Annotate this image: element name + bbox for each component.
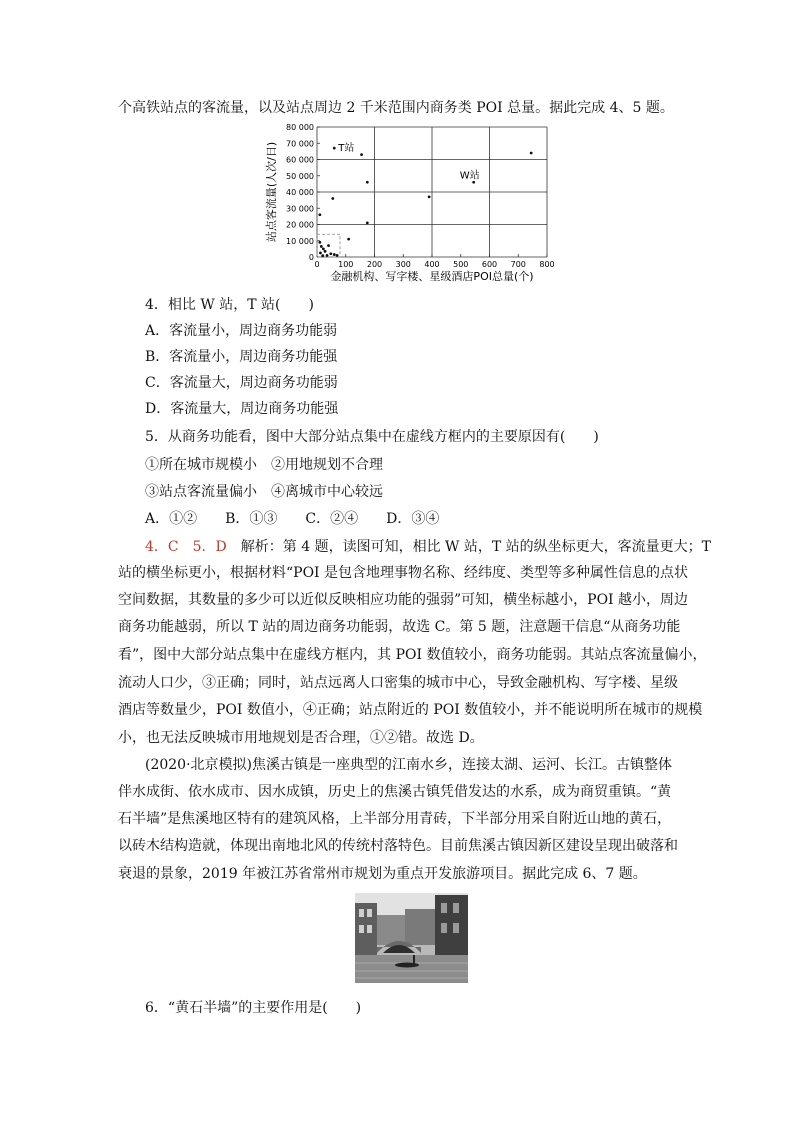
intro-line: 个高铁站点的客流量，以及站点周边 2 千米范围内商务类 POI 总量。据此完成 4、5 题。 (118, 100, 674, 116)
data-point (366, 181, 369, 184)
data-point (321, 254, 324, 257)
data-point (428, 195, 431, 198)
x-tick-labels (314, 260, 554, 269)
x-tick-label: 800 (539, 260, 555, 269)
q5-items-row1: ①所在城市规模小 ②用地规划不合理 (145, 457, 383, 473)
scatter-chart (255, 120, 560, 285)
y-tick-label: 50 000 (286, 171, 314, 181)
q4-option-a: A．客流量小，周边商务功能弱 (145, 323, 338, 339)
y-tick-label: 60 000 (286, 155, 314, 165)
data-point (331, 197, 334, 200)
y-tick-label: 40 000 (286, 188, 314, 197)
old-town-bridge-photo (355, 893, 468, 983)
passage-line: 以砖木结构造就，体现出南地北风的传统村落特色。目前焦溪古镇因新区建设呈现出破落和 (118, 838, 678, 854)
data-point (322, 247, 325, 250)
analysis-line: 小，也无法反映城市用地规划是否合理，①②错。故选 D。 (118, 730, 484, 746)
analysis-line: 看”，图中大部分站点集中在虚线方框内，其 POI 数值较小，商务功能弱。其站点客流量偏小， (118, 647, 707, 663)
x-axis-label: 金融机构、写字楼、星级酒店POI总量(个) (330, 270, 534, 283)
y-tick-label: 10 000 (286, 236, 314, 246)
data-point (318, 241, 321, 244)
x-tick-label: 700 (510, 260, 526, 269)
data-point (319, 252, 322, 255)
data-point (530, 152, 533, 155)
data-point (360, 153, 363, 156)
q6-stem: 6．“黄石半墙”的主要作用是( ) (145, 1000, 362, 1016)
data-point (324, 250, 327, 253)
y-tick-label: 30 000 (286, 204, 314, 214)
point-label: W站 (459, 170, 480, 182)
q5-items-row2: ③站点客流量偏小 ④离城市中心较远 (145, 484, 383, 500)
y-tick-label: 0 (308, 253, 314, 262)
data-point (472, 181, 475, 184)
x-tick-label: 300 (395, 260, 411, 269)
analysis-line: 站的横坐标更小，根据材料“POI 是包含地理事物名称、经纬度、类型等多种属性信息的点状 (118, 565, 689, 581)
passage-line: (2020·北京模拟)焦溪古镇是一座典型的江南水乡，连接太湖、运河、长江。古镇整体 (145, 757, 673, 773)
x-tick-label: 200 (366, 260, 383, 269)
data-point (347, 238, 350, 241)
data-point (320, 245, 323, 248)
q4-option-b: B．客流量小，周边商务功能强 (145, 349, 338, 365)
q4-option-c: C．客流量大，周边商务功能弱 (145, 375, 338, 391)
q5-choices: A．①② B．①③ C．②④ D．③④ (145, 511, 440, 527)
y-tick-labels (286, 123, 314, 262)
passage-line: 石半墙”是焦溪地区特有的建筑风格，上半部分用青砖，下半部分用采自附近山地的黄石， (118, 811, 672, 827)
data-point (327, 244, 330, 247)
y-axis-label: 站点客流量(人次/日) (265, 141, 278, 243)
x-tick-label: 0 (314, 260, 320, 269)
x-tick-label: 100 (338, 260, 354, 269)
y-tick-label: 70 000 (286, 139, 314, 149)
x-tick-label: 600 (481, 260, 498, 269)
passage-line: 衰退的景象，2019 年被江苏省常州市规划为重点开发旅游项目。据此完成 6、7 题。 (118, 866, 647, 882)
analysis-line: 商务功能越弱，所以 T 站的周边商务功能弱，故选 C。第 5 题，注意题干信息“从商务功能 (118, 619, 681, 635)
analysis-line: 空间数据，其数量的多少可以近似反映相应功能的强弱”可知，横坐标越小，POI 越小，周边 (118, 592, 689, 608)
data-points (318, 141, 532, 257)
y-tick-label: 20 000 (286, 220, 314, 230)
q5-stem: 5．从商务功能看，图中大部分站点集中在虚线方框内的主要原因有( ) (145, 429, 599, 445)
analysis-line: 解析：第 4 题，读图可知，相比 W 站，T 站的纵坐标更大，客流量更大；T (226, 539, 711, 555)
q4-option-d: D．客流量大，周边商务功能强 (145, 401, 339, 417)
x-tick-label: 400 (424, 260, 440, 269)
data-point (366, 221, 369, 224)
answer-key: 4．C 5．D (145, 539, 227, 555)
passage-line: 伴水成街、依水成市、因水成镇，历史上的焦溪古镇凭借发达的水系，成为商贸重镇。“黄 (118, 784, 672, 800)
data-point (326, 254, 329, 257)
data-point (318, 213, 321, 216)
data-point (333, 147, 336, 150)
data-point (336, 254, 339, 257)
data-point (333, 253, 336, 256)
y-tick-label: 80 000 (286, 123, 314, 132)
data-point (329, 252, 332, 255)
x-tick-label: 500 (453, 260, 469, 269)
q4-stem: 4．相比 W 站，T 站( ) (145, 297, 314, 313)
analysis-line: 流动人口少，③正确；同时，站点远离人口密集的城市中心，导致金融机构、写字楼、星级 (118, 675, 678, 691)
analysis-line: 酒店等数量少，POI 数值小，④正确；站点附近的 POI 数值较小，并不能说明所在城市的规模 (118, 702, 703, 718)
point-label: T站 (338, 143, 355, 155)
